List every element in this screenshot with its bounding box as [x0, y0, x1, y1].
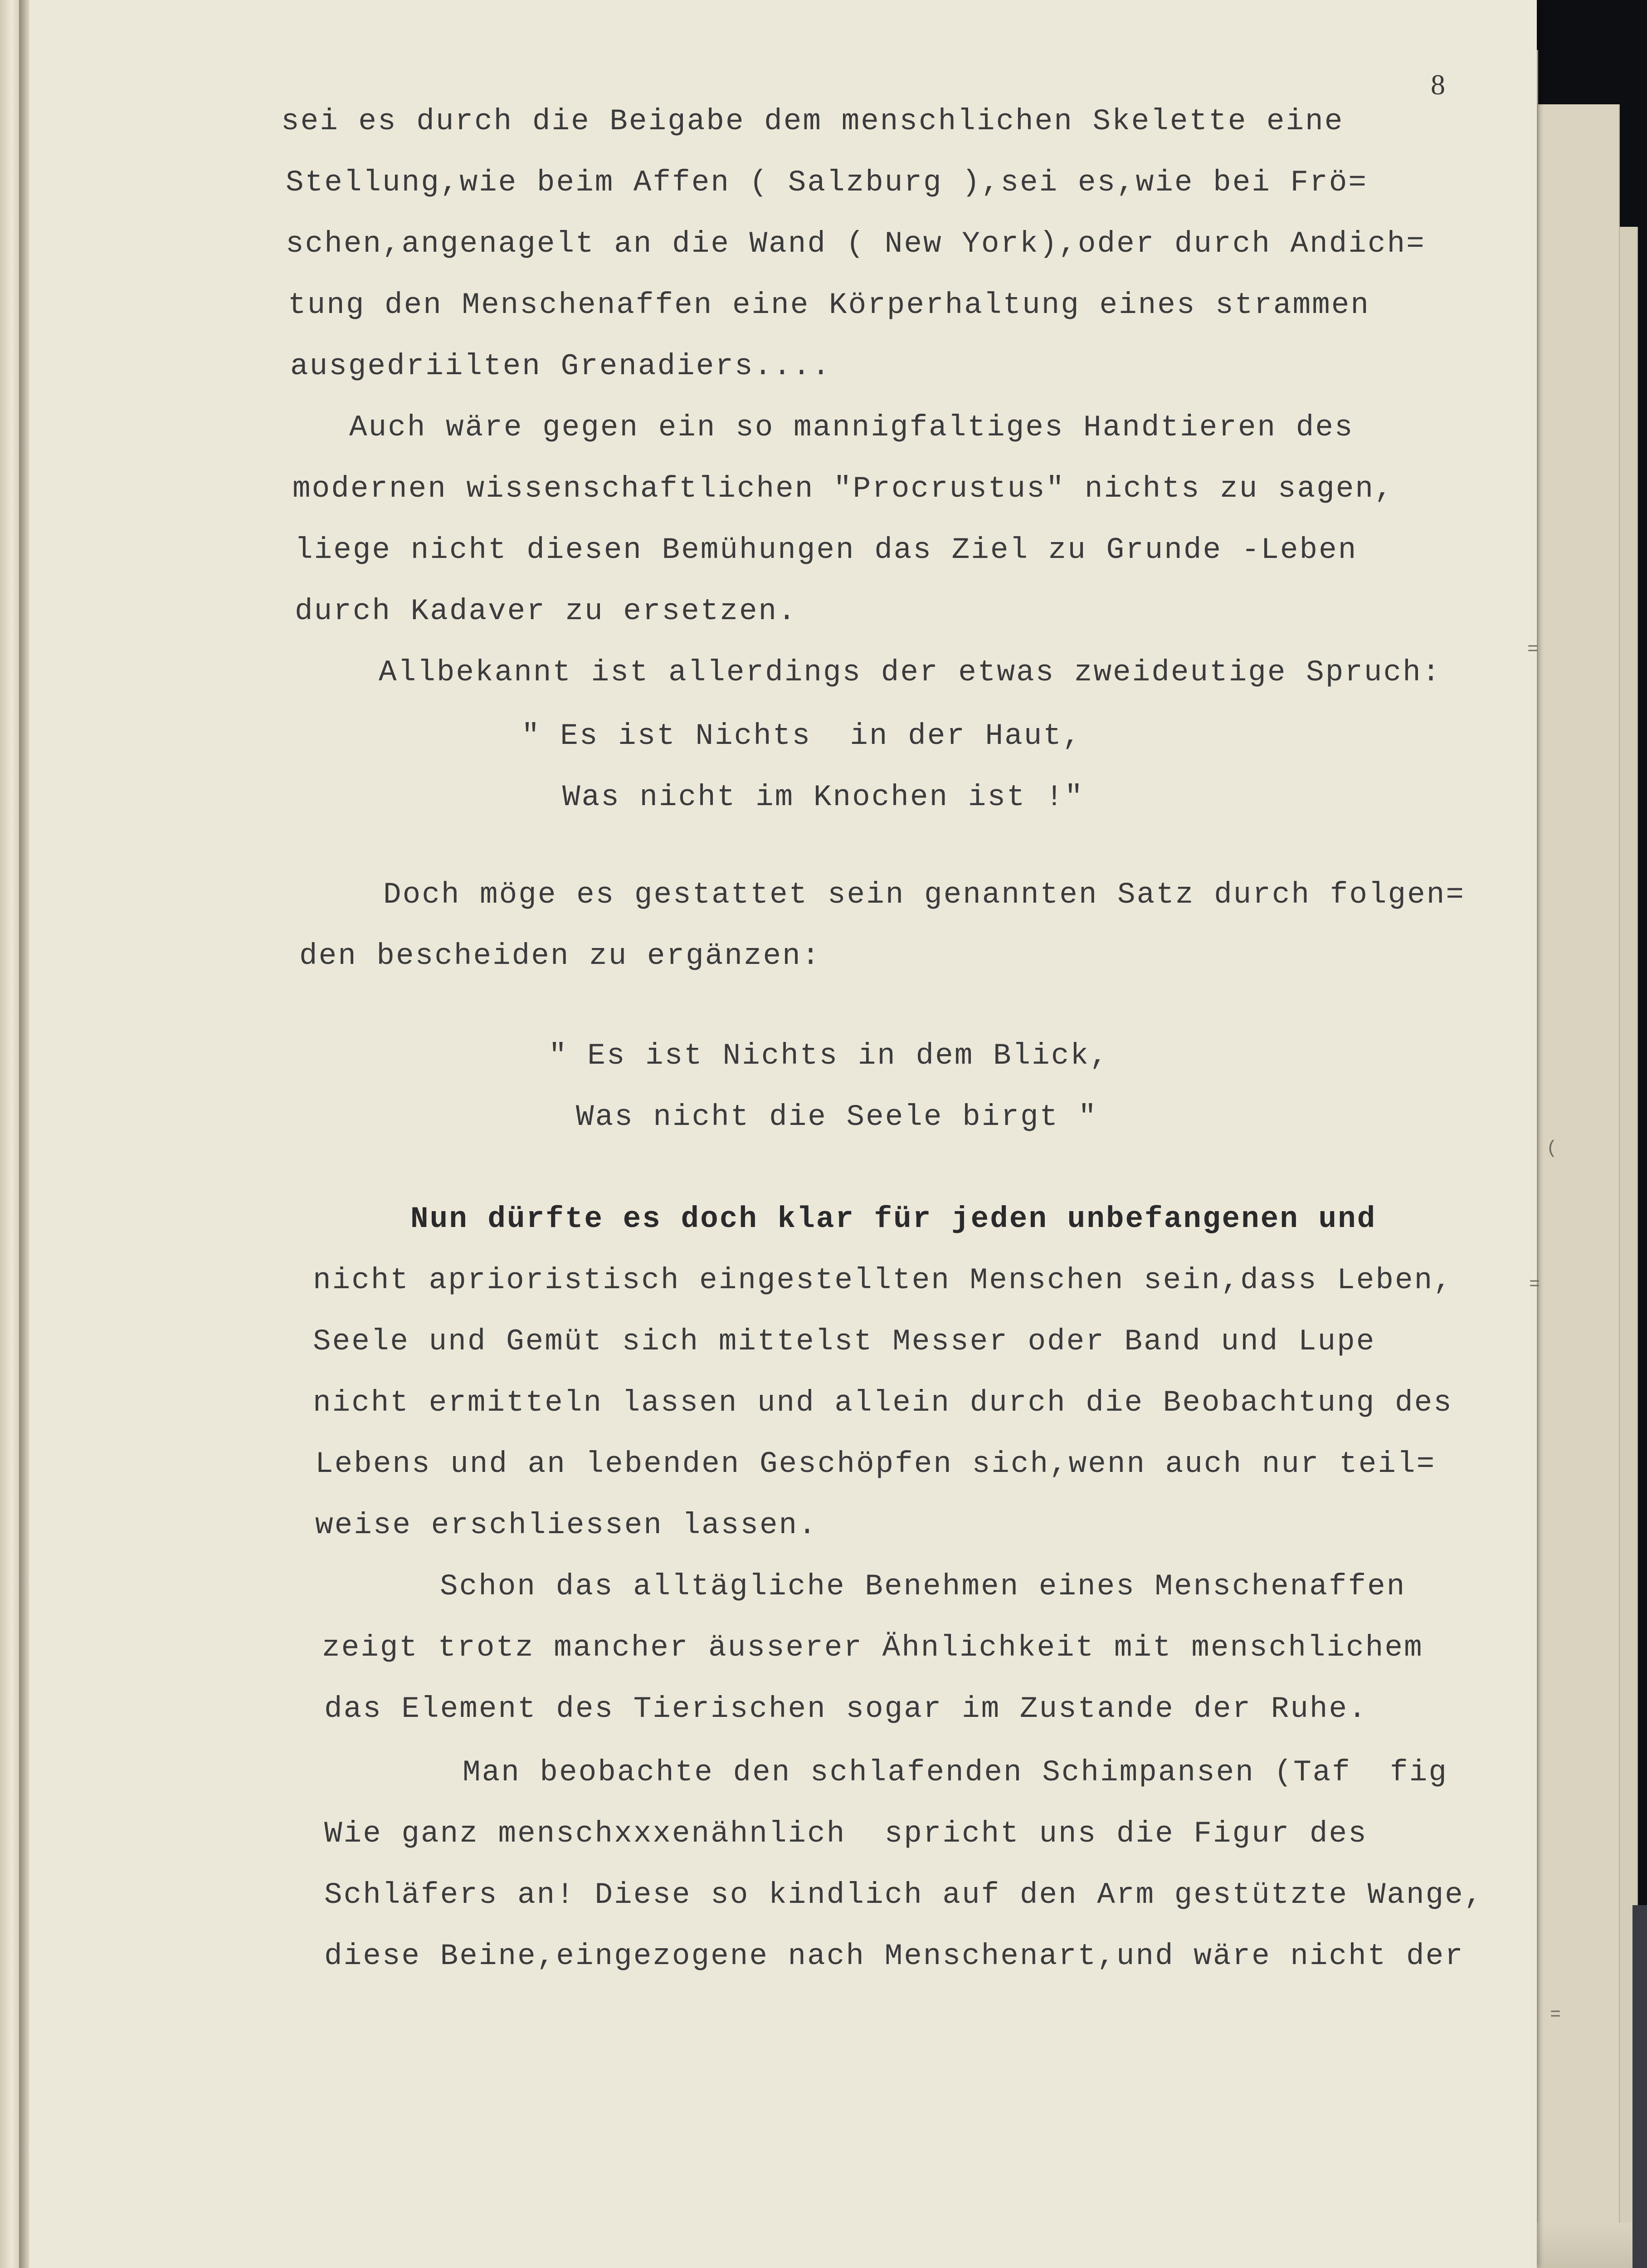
text-line: schen,angenagelt an die Wand ( New York),oder durch Andich= — [286, 227, 1426, 261]
quote-line: " Es ist Nichts in der Haut, — [521, 719, 1082, 753]
text-line: Auch wäre gegen ein so mannigfaltiges Handtieren des — [349, 411, 1354, 445]
text-line: nicht aprioristisch eingestellten Menschen sein,dass Leben, — [313, 1263, 1453, 1297]
text-line: Schläfers an! Diese so kindlich auf den Arm gestützte Wange, — [324, 1878, 1484, 1912]
text-line: Doch möge es gestattet sein genannten Satz durch folgen= — [383, 878, 1465, 912]
text-line: zeigt trotz mancher äusserer Ähnlichkeit mit menschlichem — [322, 1631, 1423, 1665]
text-line: das Element des Tierischen sogar im Zustande der Ruhe. — [324, 1692, 1368, 1726]
margin-mark: = — [1529, 1275, 1540, 1295]
text-line: weise erschliessen lassen. — [315, 1508, 818, 1542]
text-line: nicht ermitteln lassen und allein durch die Beobachtung des — [313, 1386, 1453, 1420]
margin-mark: = — [1527, 640, 1539, 660]
left-facing-page-edge — [0, 0, 19, 2268]
page-number: 8 — [1431, 68, 1445, 101]
text-line: Schon das alltägliche Benehmen eines Menschenaffen — [440, 1569, 1406, 1603]
text-line: Allbekannt ist allerdings der etwas zweideutige Spruch: — [379, 655, 1442, 689]
text-line: ausgedriilten Grenadiers.... — [290, 349, 831, 383]
text-line: diese Beine,eingezogene nach Menschenart,und wäre nicht der — [324, 1939, 1464, 1973]
text-line: tung den Menschenaffen eine Körperhaltung eines strammen — [288, 288, 1370, 322]
quote-line: " Es ist Nichts in dem Blick, — [549, 1039, 1109, 1073]
text-line: modernen wissenschaftlichen "Procrustus" nichts zu sagen, — [292, 472, 1394, 506]
scanner-edge-strip — [1632, 1905, 1647, 2268]
text-line: Stellung,wie beim Affen ( Salzburg ),sei es,wie bei Frö= — [286, 166, 1368, 200]
text-line: Seele und Gemüt sich mittelst Messer oder Band und Lupe — [313, 1325, 1376, 1359]
text-line: sei es durch die Beigabe dem menschlichen Skelette eine — [281, 104, 1344, 138]
text-line: Nun dürfte es doch klar für jeden unbefangenen und — [410, 1202, 1377, 1236]
binding-shadow — [19, 0, 29, 2268]
text-line: Wie ganz menschxxxenähnlich spricht uns die Figur des — [324, 1817, 1368, 1851]
typewritten-page — [29, 0, 1537, 2268]
margin-mark: = — [1550, 2005, 1561, 2025]
quote-line: Was nicht im Knochen ist !" — [562, 780, 1084, 814]
text-line: Lebens und an lebenden Geschöpfen sich,wenn auch nur teil= — [315, 1447, 1436, 1481]
text-line: durch Kadaver zu ersetzen. — [295, 594, 797, 628]
quote-line: Was nicht die Seele birgt " — [576, 1100, 1098, 1134]
margin-mark: ( — [1546, 1139, 1558, 1159]
text-line: Man beobachte den schlafenden Schimpansen (Taf fig — [463, 1755, 1448, 1789]
text-line: liege nicht diesen Bemühungen das Ziel zu Grunde -Leben — [295, 533, 1358, 567]
text-line: den bescheiden zu ergänzen: — [299, 939, 821, 973]
